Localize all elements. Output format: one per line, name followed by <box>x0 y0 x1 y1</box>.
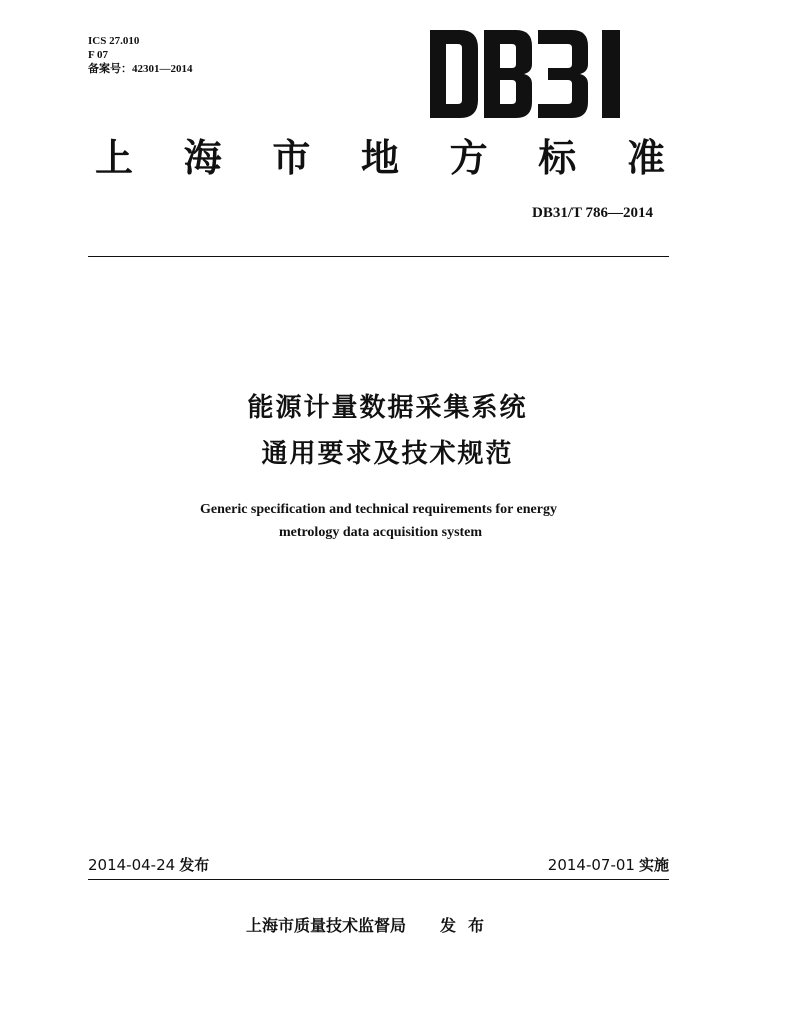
org-title-char: 市 <box>272 136 311 180</box>
ics-code: ICS 27.010 <box>88 35 140 47</box>
org-title-char: 上 <box>95 136 134 180</box>
implement-date-block <box>548 855 669 875</box>
org-title-char: 方 <box>449 136 488 180</box>
publish-date-block <box>88 855 209 875</box>
org-title-char: 准 <box>626 136 665 180</box>
title-cn-line2: 通用要求及技术规范 <box>261 439 514 469</box>
implement-date: 2014-07-01 <box>547 856 635 874</box>
org-title-char: 海 <box>183 136 222 180</box>
issuer-action: 发布 <box>440 916 497 935</box>
title-en-line1: Generic specification and technical requirements for energy <box>200 502 557 517</box>
header-divider <box>88 256 669 257</box>
issuer-name: 上海市质量技术监督局 <box>246 916 407 935</box>
title-en-line2: metrology data acquisition system <box>278 525 483 540</box>
footer-divider <box>88 879 669 880</box>
org-title-char: 地 <box>360 136 399 180</box>
implement-label: 实施 <box>638 856 669 874</box>
publish-label: 发布 <box>179 856 210 874</box>
classification-block <box>88 34 193 76</box>
title-cn-line1: 能源计量数据采集系统 <box>247 393 528 423</box>
issuer-block <box>246 914 496 938</box>
db31-logo <box>430 30 635 118</box>
class-code: F 07 <box>88 49 109 61</box>
publish-date: 2014-04-24 <box>88 856 176 874</box>
issuing-standard-type <box>95 134 665 182</box>
org-title-char: 标 <box>538 136 577 180</box>
standard-number: DB31/T 786—2014 <box>532 205 653 221</box>
record-number: 备案号：42301—2014 <box>88 63 193 75</box>
